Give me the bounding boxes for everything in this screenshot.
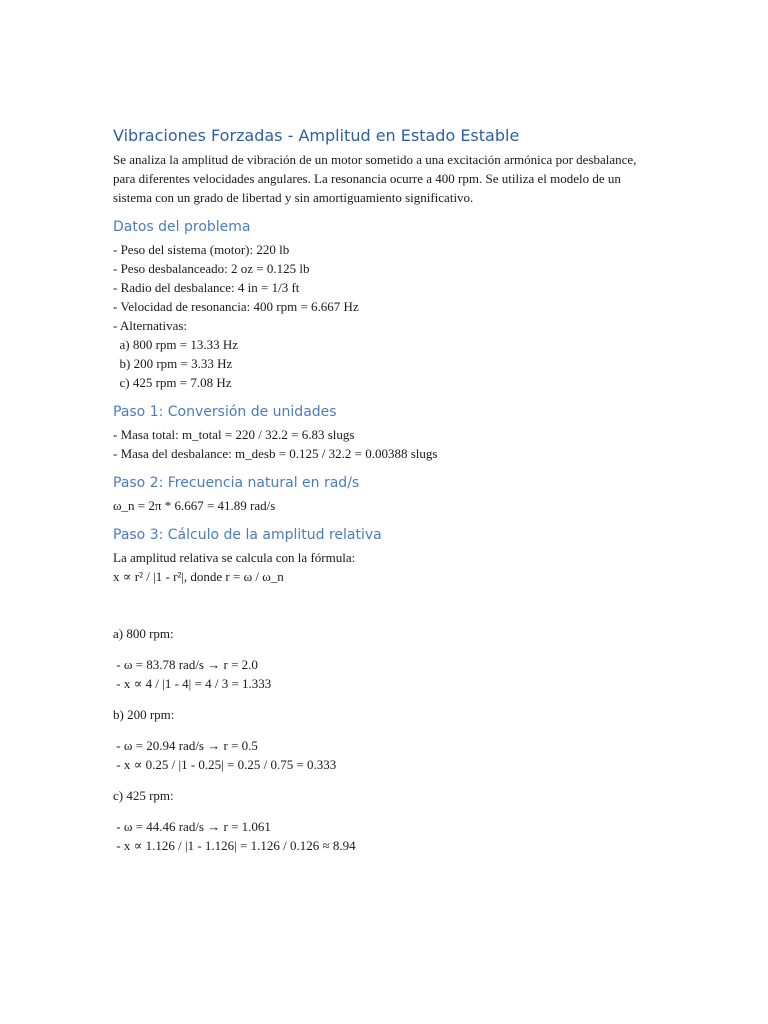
paso3-formula-line: x ∝ r² / |1 - r²|, donde r = ω / ω_n [113, 569, 284, 584]
datos-line: - Velocidad de resonancia: 400 rpm = 6.667 Hz [113, 299, 359, 314]
datos-line: - Radio del desbalance: 4 in = 1/3 ft [113, 280, 300, 295]
paso3-heading: Paso 3: Cálculo de la amplitud relativa [113, 527, 382, 543]
case-a-line: - x ∝ 4 / |1 - 4| = 4 / 3 = 1.333 [113, 676, 272, 691]
case-a [113, 624, 653, 693]
paso1-line: - Masa total: m_total = 220 / 32.2 = 6.83 slugs [113, 427, 355, 442]
paso3-intro-line: La amplitud relativa se calcula con la fórmula: [113, 550, 356, 565]
case-b [113, 705, 653, 774]
datos-list [113, 240, 653, 392]
case-b-line: - ω = 20.94 rad/s → r = 0.5 [113, 738, 258, 753]
case-c-label: c) 425 rpm: [113, 788, 174, 803]
case-b-line: - x ∝ 0.25 / |1 - 0.25| = 0.25 / 0.75 = 0.333 [113, 757, 337, 772]
case-c-line: - x ∝ 1.126 / |1 - 1.126| = 1.126 / 0.126 ≈ 8.94 [113, 838, 356, 853]
datos-line: a) 800 rpm = 13.33 Hz [113, 337, 239, 352]
paso2-line: ω_n = 2π * 6.667 = 41.89 rad/s [113, 498, 276, 513]
paso1-list [113, 425, 653, 463]
case-a-label: a) 800 rpm: [113, 626, 174, 641]
case-a-line: - ω = 83.78 rad/s → r = 2.0 [113, 657, 258, 672]
datos-line: c) 425 rpm = 7.08 Hz [113, 375, 232, 390]
intro-paragraph: Se analiza la amplitud de vibración de un motor sometido a una excitación armónica por desbalance, para diferentes velocidades angulares. La resonancia ocurre a 400 rpm. Se utiliza el modelo de un sistema con un grado de libertad y sin amortiguamiento significativo. [113, 152, 637, 205]
datos-line: b) 200 rpm = 3.33 Hz [113, 356, 233, 371]
paso1-heading: Paso 1: Conversión de unidades [113, 404, 337, 420]
datos-line: - Peso desbalanceado: 2 oz = 0.125 lb [113, 261, 310, 276]
document-page [113, 124, 653, 855]
case-c-line: - ω = 44.46 rad/s → r = 1.061 [113, 819, 271, 834]
datos-line: - Alternativas: [113, 318, 188, 333]
document-title: Vibraciones Forzadas - Amplitud en Estado Estable [113, 126, 520, 145]
case-c [113, 786, 653, 855]
paso1-line: - Masa del desbalance: m_desb = 0.125 / 32.2 = 0.00388 slugs [113, 446, 438, 461]
case-b-label: b) 200 rpm: [113, 707, 175, 722]
datos-line: - Peso del sistema (motor): 220 lb [113, 242, 290, 257]
paso2-heading: Paso 2: Frecuencia natural en rad/s [113, 475, 360, 491]
datos-heading: Datos del problema [113, 219, 251, 235]
